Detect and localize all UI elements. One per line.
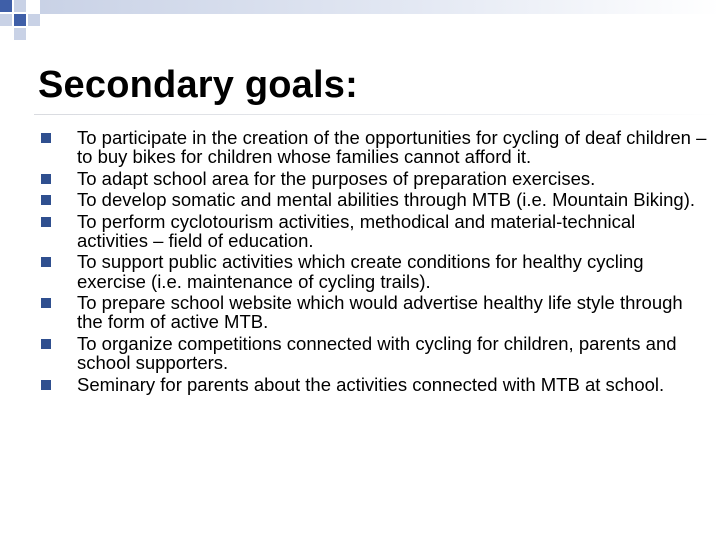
square-bullet-icon	[41, 217, 51, 227]
corner-square-decoration	[0, 14, 12, 26]
list-item-text: Seminary for parents about the activities connected with MTB at school.	[77, 373, 665, 395]
title-divider	[34, 114, 720, 115]
square-bullet-icon	[41, 257, 51, 267]
corner-square-decoration	[28, 14, 40, 26]
list-item-text: To develop somatic and mental abilities through MTB (i.e. Mountain Biking).	[77, 189, 695, 211]
list-item	[38, 375, 710, 394]
bullet-list	[38, 128, 710, 396]
corner-square-decoration	[0, 0, 12, 12]
square-bullet-icon	[41, 174, 51, 184]
square-bullet-icon	[41, 133, 51, 143]
list-item-text: To prepare school website which would advertise healthy life style through the form of active MTB.	[77, 292, 683, 333]
list-item	[38, 128, 710, 166]
list-item-text: To perform cyclotourism activities, methodical and material-technical activities – field of education.	[77, 210, 636, 251]
list-item-text: To adapt school area for the purposes of preparation exercises.	[77, 167, 596, 189]
list-item-text: To participate in the creation of the opportunities for cycling of deaf children – to buy bikes for children whose families cannot afford it.	[77, 127, 707, 168]
list-item	[38, 334, 710, 372]
square-bullet-icon	[41, 298, 51, 308]
corner-square-decoration	[14, 0, 26, 12]
list-item	[38, 252, 710, 290]
square-bullet-icon	[41, 380, 51, 390]
corner-square-decoration	[14, 28, 26, 40]
square-bullet-icon	[41, 339, 51, 349]
list-item	[38, 190, 710, 209]
slide-title: Secondary goals:	[38, 64, 358, 106]
list-item-text: To support public activities which create conditions for healthy cycling exercise (i.e. maintenance of cycling trails).	[77, 251, 644, 292]
square-bullet-icon	[41, 195, 51, 205]
list-item	[38, 293, 710, 331]
list-item-text: To organize competitions connected with cycling for children, parents and school supporters.	[77, 332, 677, 374]
list-item	[38, 212, 710, 250]
list-item	[38, 169, 710, 188]
corner-square-decoration	[14, 14, 26, 26]
header-gradient-bar	[40, 0, 720, 14]
